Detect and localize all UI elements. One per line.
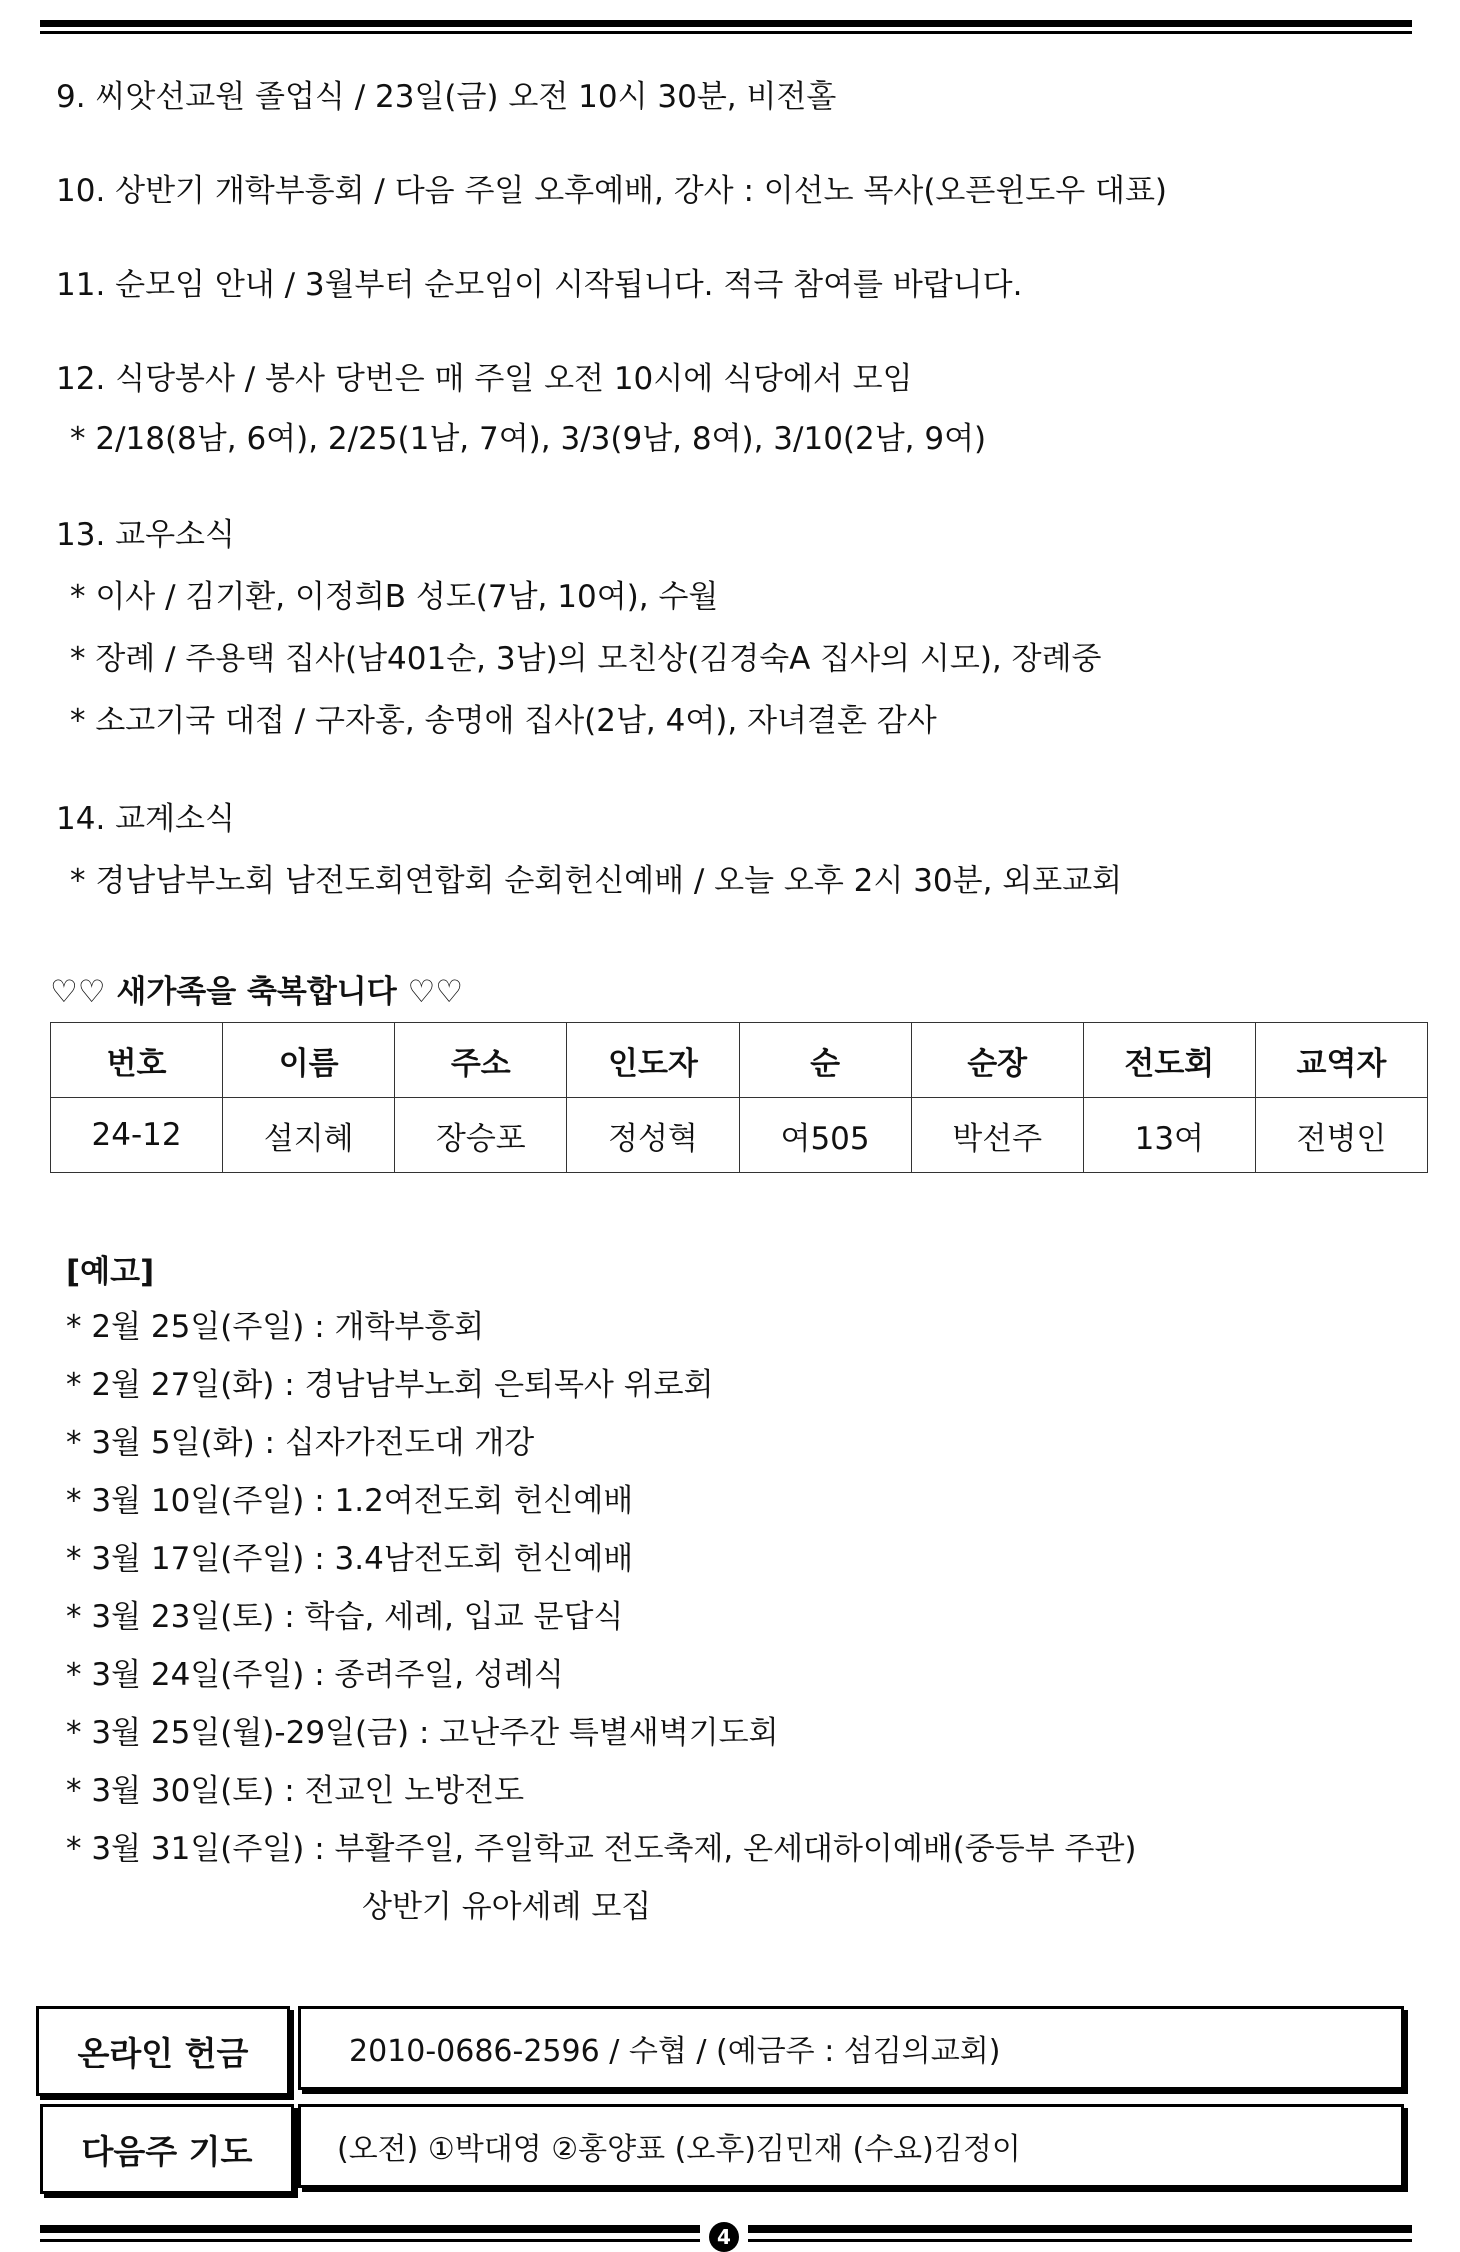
table-cell: 설지혜 — [223, 1098, 395, 1173]
column-header: 주소 — [395, 1023, 567, 1098]
upcoming-item: 상반기 유아세례 모집 — [362, 1889, 652, 1925]
table-cell: 13여 — [1083, 1098, 1255, 1173]
table-row — [51, 1098, 1428, 1173]
new-family-table — [50, 1022, 1428, 1173]
bottom-rule-left — [40, 2225, 700, 2233]
upcoming-item: * 2월 25일(주일) : 개학부흥회 — [66, 1309, 485, 1345]
member-news-item: * 소고기국 대접 / 구자홍, 송명애 집사(2남, 4여), 자녀결혼 감사 — [70, 703, 937, 739]
column-header: 인도자 — [567, 1023, 739, 1098]
upcoming-heading: [예고] — [66, 1254, 155, 1290]
upcoming-item: * 3월 17일(주일) : 3.4남전도회 헌신예배 — [66, 1541, 634, 1577]
column-header: 순장 — [911, 1023, 1083, 1098]
next-prayer-label: 다음주 기도 — [40, 2104, 294, 2194]
bottom-rule-right — [748, 2225, 1412, 2233]
denomination-news-item: * 경남남부노회 남전도회연합회 순회헌신예배 / 오늘 오후 2시 30분, 외포교회 — [70, 863, 1123, 899]
announcement-12: 12. 식당봉사 / 봉사 당번은 매 주일 오전 10시에 식당에서 모임 — [56, 361, 913, 397]
table-cell: 박선주 — [911, 1098, 1083, 1173]
page-number: 4 — [709, 2222, 739, 2252]
announcement-9: 9. 씨앗선교원 졸업식 / 23일(금) 오전 10시 30분, 비전홀 — [56, 79, 837, 115]
member-news-title: 13. 교우소식 — [56, 517, 235, 553]
upcoming-item: * 3월 25일(월)-29일(금) : 고난주간 특별새벽기도회 — [66, 1715, 779, 1751]
table-cell: 정성혁 — [567, 1098, 739, 1173]
table-header-row — [51, 1023, 1428, 1098]
online-offering-value: 2010-0686-2596 / 수협 / (예금주 : 섬김의교회) — [298, 2006, 1404, 2090]
upcoming-item: * 3월 31일(주일) : 부활주일, 주일학교 전도축제, 온세대하이예배(중등부 주관) — [66, 1831, 1137, 1867]
column-header: 순 — [739, 1023, 911, 1098]
column-header: 교역자 — [1255, 1023, 1427, 1098]
member-news-item: * 장례 / 주용택 집사(남401순, 3남)의 모친상(김경숙A 집사의 시모), 장례중 — [70, 641, 1102, 677]
table-cell: 장승포 — [395, 1098, 567, 1173]
table-cell: 여505 — [739, 1098, 911, 1173]
bottom-rule-right-thin — [748, 2239, 1412, 2242]
denomination-news-title: 14. 교계소식 — [56, 801, 235, 837]
next-prayer-value: (오전) ①박대영 ②홍양표 (오후)김민재 (수요)김정이 — [298, 2104, 1404, 2188]
upcoming-item: * 3월 5일(화) : 십자가전도대 개강 — [66, 1425, 535, 1461]
upcoming-item: * 3월 24일(주일) : 종려주일, 성례식 — [66, 1657, 564, 1693]
table-cell: 24-12 — [51, 1098, 223, 1173]
top-rule — [40, 20, 1412, 34]
upcoming-item: * 3월 23일(토) : 학습, 세례, 입교 문답식 — [66, 1599, 624, 1635]
upcoming-item: * 2월 27일(화) : 경남남부노회 은퇴목사 위로회 — [66, 1367, 714, 1403]
new-family-heading: ♡♡ 새가족을 축복합니다 ♡♡ — [50, 974, 464, 1010]
announcement-10: 10. 상반기 개학부흥회 / 다음 주일 오후예배, 강사 : 이선노 목사(오픈윈도우 대표) — [56, 173, 1168, 209]
upcoming-item: * 3월 10일(주일) : 1.2여전도회 헌신예배 — [66, 1483, 634, 1519]
column-header: 이름 — [223, 1023, 395, 1098]
announcement-11: 11. 순모임 안내 / 3월부터 순모임이 시작됩니다. 적극 참여를 바랍니다. — [56, 267, 1023, 303]
upcoming-item: * 3월 30일(토) : 전교인 노방전도 — [66, 1773, 525, 1809]
column-header: 전도회 — [1083, 1023, 1255, 1098]
online-offering-label: 온라인 헌금 — [36, 2006, 290, 2096]
column-header: 번호 — [51, 1023, 223, 1098]
kitchen-schedule: * 2/18(8남, 6여), 2/25(1남, 7여), 3/3(9남, 8여), 3/10(2남, 9여) — [70, 421, 987, 457]
member-news-item: * 이사 / 김기환, 이정희B 성도(7남, 10여), 수월 — [70, 579, 719, 615]
table-cell: 전병인 — [1255, 1098, 1427, 1173]
bottom-rule-left-thin — [40, 2239, 700, 2242]
